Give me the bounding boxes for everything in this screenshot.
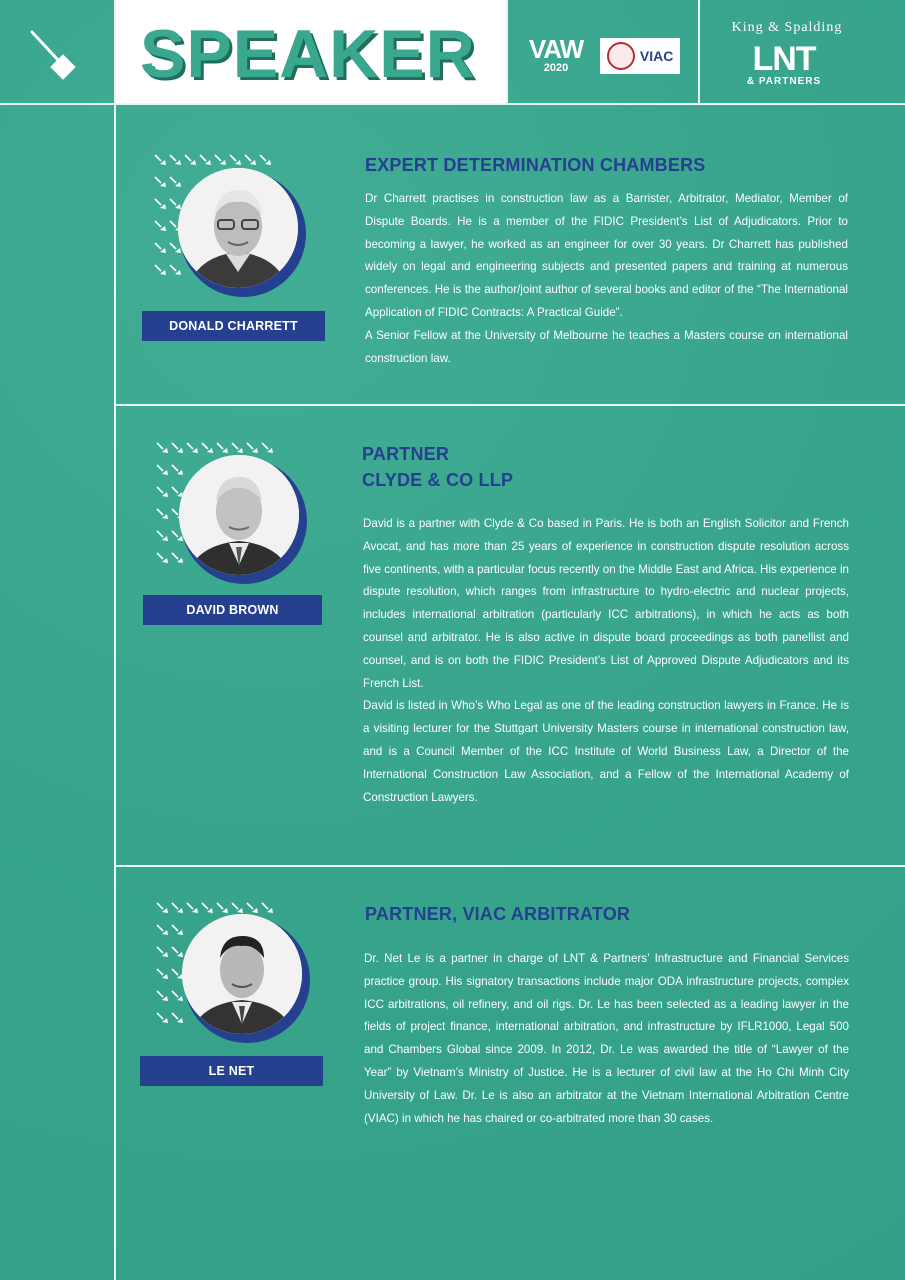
speaker-name-label: DONALD CHARRETT: [142, 311, 325, 341]
avatar: [178, 168, 298, 288]
viac-logo: [600, 38, 680, 74]
king-spalding-logo: King & Spalding: [731, 20, 843, 35]
vertical-rule: [114, 0, 116, 1280]
speaker-heading-line: PARTNER, VIAC ARBITRATOR: [365, 904, 631, 924]
bio-paragraph: David is listed in Who’s Who Legal as one of the leading construction lawyers in France. He is a visiting lecturer for the Stuttgart University Masters course in international construction law, and is a Council Member of the ICC Institute of World Business Law, a Director of the International Construction Law Association, and a Fellow of the International Academy of Construction Lawyers.: [363, 699, 849, 804]
speaker-heading-line: PARTNER: [362, 444, 450, 464]
page-title: SPEAKER: [140, 16, 476, 92]
vaw-logo-text: VAW: [528, 34, 584, 64]
viac-seal-icon: [607, 42, 635, 70]
header-rule: [0, 103, 905, 105]
speaker-bio: [363, 513, 849, 809]
gavel-icon: [28, 28, 80, 82]
bio-paragraph: David is a partner with Clyde & Co based in Paris. He is both an English Solicitor and French Avocat, and has more than 25 years of experience in construction dispute resolution across five continents, with a particular focus recently on the Middle East and Africa. His experience in dispute resolution, which ranges from infrastructure to hydro-electric and nuclear projects, includes international arbitration (particularly ICC arbitrations), in which he acts as both counsel and arbitrator. He is also active in dispute board proceedings as both panellist and counsel, and is on both the FIDIC President’s List of Approved Dispute Adjudicators and its French List.: [363, 517, 849, 690]
section-divider: [114, 865, 905, 867]
bio-paragraph: Dr Charrett practises in construction law as a Barrister, Arbitrator, Mediator, Member of Dispute Boards. He is a member of the FIDIC President’s List of Adjudicators. Prior to becoming a lawyer, he worked as an engineer for over 30 years. Dr Charrett has published widely on legal and engineering subjects and presented papers and training at numerous conferences. He is the author/joint author of several books and editor of the “The International Application of FIDIC Contracts: A Practical Guide”.: [365, 192, 848, 319]
speaker-name-label: LE NET: [140, 1056, 323, 1086]
viac-logo-text: VIAC: [639, 48, 674, 64]
section-divider: [114, 404, 905, 406]
speaker-heading: [365, 901, 845, 927]
speaker-heading-line: EXPERT DETERMINATION CHAMBERS: [365, 155, 706, 175]
speaker-heading-line: CLYDE & CO LLP: [362, 470, 514, 490]
vaw-logo: [524, 36, 588, 74]
header-divider: [506, 0, 508, 103]
bio-paragraph: A Senior Fellow at the University of Melbourne he teaches a Masters course on international construction law.: [365, 328, 848, 365]
speaker-name-label: DAVID BROWN: [143, 595, 322, 625]
speaker-bio: [364, 948, 849, 1130]
speaker-heading: [362, 441, 842, 493]
speaker-heading: [365, 152, 845, 178]
vaw-logo-year: 2020: [543, 62, 569, 74]
avatar: [182, 914, 302, 1034]
avatar: [179, 455, 299, 575]
speaker-bio: [365, 188, 848, 370]
lnt-logo-sub: & PARTNERS: [746, 76, 822, 87]
lnt-logo: [738, 42, 830, 87]
header-divider: [698, 0, 700, 103]
bio-paragraph: Dr. Net Le is a partner in charge of LNT & Partners’ Infrastructure and Financial Services practice group. His signatory transactions include major ODA infrastructure projects, complex ICC arbitrations, oil refinery, and oil rigs. Dr. Le has been selected as a leading lawyer in the fields of project finance, international arbitration, and infrastructure by IFLR1000, Legal 500 and Chambers Global since 2009. In 2012, Dr. Le was awarded the title of “Lawyer of the Year” by Vietnam’s Ministry of Justice. He is a lecturer of civil law at the Ho Chi Minh City University of Law. Dr. Le is also an arbitrator at the Vietnam International Arbitration Centre (VIAC) in which he has chaired or co-arbitrated more than 30 cases.: [364, 952, 849, 1125]
lnt-logo-text: LNT: [752, 40, 816, 78]
